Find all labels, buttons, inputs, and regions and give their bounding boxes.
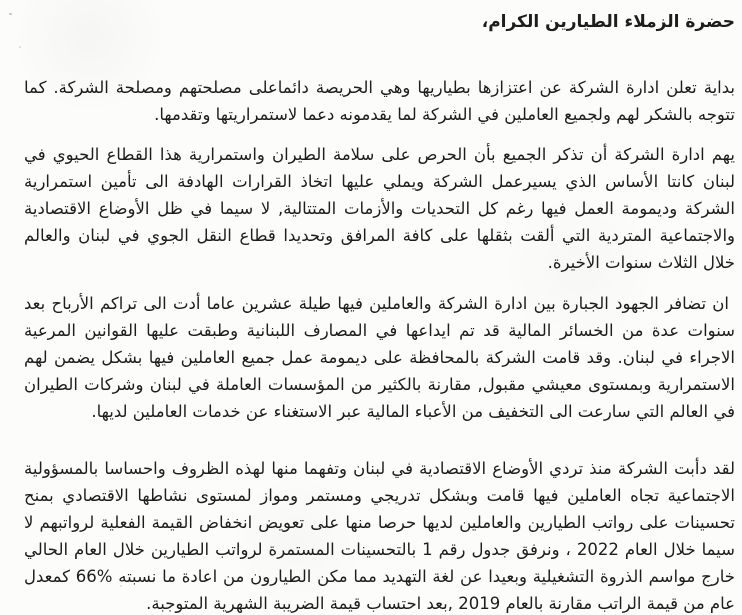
- scan-artifact-speck: [9, 13, 12, 15]
- letter-paragraph-salary-improvements: لقد دأبت الشركة منذ تردي الأوضاع الاقتصادية في لبنان وتفهما منها لهذه الظروف واحساسا بالمسؤولية الاجتماعية تجاه العاملين فيها قامت وبشكل تدريجي ومستمر ومواز لمستوى نشاطها الاقتصادي بمنح تحسينات على رواتب الطيارين والعاملين لديها حرصا منها على تعويض انخفاض القيمة الفعلية لرواتبهم لا سيما خلال العام 2022 ، ونرفق جدول رقم 1 بالتحسينات المستمرة لرواتب الطيارين خلال العام الحالي خارج مواسم الذروة التشغيلية وبعيدا عن لغة التهديد مما مكن الطيارون من اعادة ما نسبته %66 كمعدل عام من قيمة الراتب مقارنة بالعام 2019 ,بعد احتساب قيمة الضريبة الشهرية المتوجبة.: [24, 459, 736, 613]
- letter-paragraph-joint-efforts-profits: ان تضافر الجهود الجبارة بين ادارة الشركة والعاملين فيها طيلة عشرين عاما أدت الى تراكم الأرباح بعد سنوات عدة من الخسائر المالية قد تم ايداعها في المصارف اللبنانية وطبقت عليها القوانين المرعية الاجراء في لبنان. وقد قامت الشركة بالمحافظة على ديمومة عمل جميع العاملين فيها بشكل يضمن لهم الاستمرارية وبمستوى معيشي مقبول, مقارنة بالكثير من المؤسسات العاملة في لبنان وشركات الطيران في العالم التي سارعت الى التخفيف من الأعباء المالية عبر الاستغناء عن خدمات العاملين لديها.: [24, 294, 735, 421]
- letter-paragraph-safety-continuity: يهم ادارة الشركة أن تذكر الجميع بأن الحرص على سلامة الطيران واستمرارية هذا القطاع الحيوي في لبنان كانتا الأساس الذي يسيرعمل الشركة ويملي عليها اتخاذ القرارات الهادفة الى تأمين استمرارية الشركة وديمومة العمل فيها رغم كل التحديات والأزمات المتتالية, لا سيما في ظل الأوضاع الاقتصادية والاجتماعية المتردية التي ألقت بثقلها على كافة المرافق وتحديدا قطاع النقل الجوي في لبنان والعالم خلال الثلاث سنوات الأخيرة.: [24, 145, 735, 272]
- scan-artifact-speck: [19, 46, 21, 48]
- scan-artifact-speck: [120, 585, 122, 587]
- letter-paragraph-appreciation: بداية تعلن ادارة الشركة عن اعتزازها بطياريها وهي الحريصة دائماعلى مصلحتهم ومصلحة الشركة. كما تتوجه بالشكر لهم ولجميع العاملين في الشركة لما يقدمونه دعما لاستمراريتها وتقدمها.: [24, 78, 735, 124]
- letter-salutation: حضرة الزملاء الطيارين الكرام،: [481, 12, 735, 32]
